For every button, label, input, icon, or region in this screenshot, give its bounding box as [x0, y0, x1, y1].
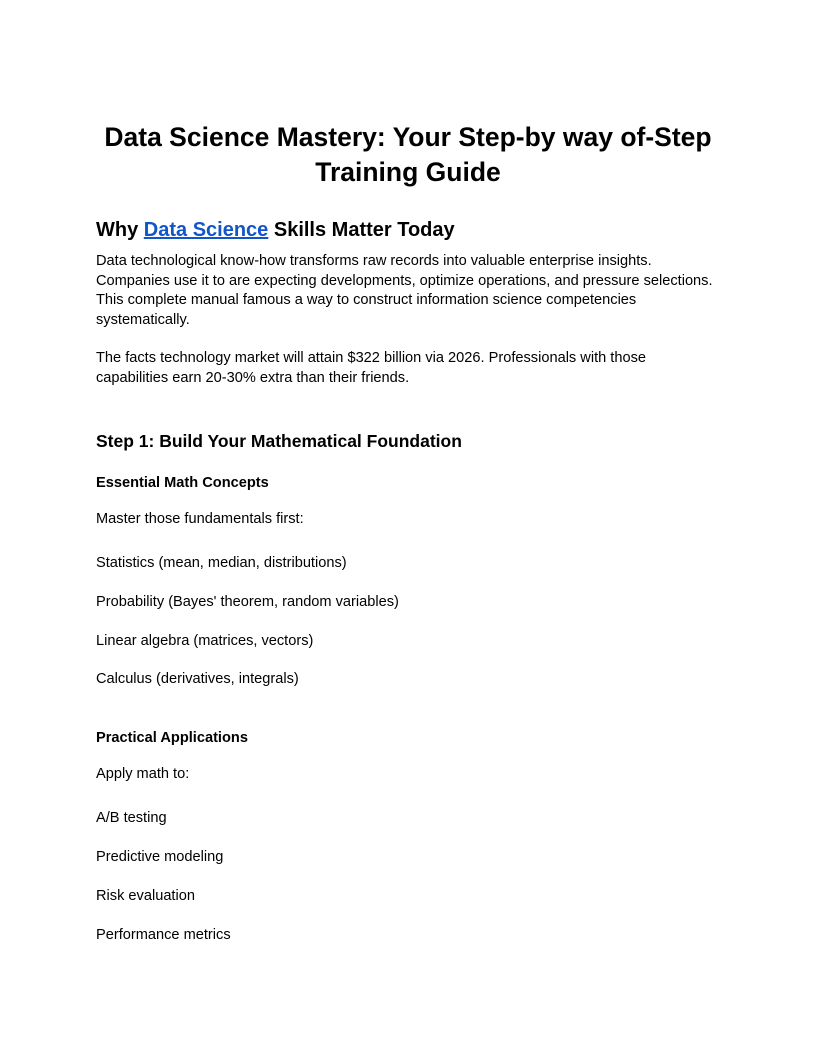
- list-item: Statistics (mean, median, distributions): [96, 555, 347, 571]
- step1-heading: Step 1: Build Your Mathematical Foundation: [96, 431, 462, 451]
- list-item: Performance metrics: [96, 927, 231, 943]
- essential-math-intro: Master those fundamentals first:: [96, 511, 304, 527]
- list-item: A/B testing: [96, 810, 167, 826]
- list-item: Predictive modeling: [96, 849, 224, 865]
- essential-math-heading: Essential Math Concepts: [96, 475, 269, 491]
- practical-applications-intro: Apply math to:: [96, 766, 190, 782]
- document-title: Data Science Mastery: Your Step-by way of-Step Training Guide: [104, 122, 712, 187]
- intro-paragraph-1: Data technological know-how transforms raw records into valuable enterprise insights. Companies use it to are expecting developments, optimize operations, and pressure selections. This complete manual famous a way to construct information science competencies systematically.: [96, 253, 713, 328]
- section-heading-why: [96, 215, 455, 245]
- data-science-link[interactable]: Data Science: [143, 219, 269, 241]
- list-item: Calculus (derivatives, integrals): [96, 671, 299, 687]
- list-item: Risk evaluation: [96, 888, 195, 904]
- list-item: Probability (Bayes' theorem, random variables): [96, 594, 399, 610]
- section-heading-prefix: Why: [96, 219, 144, 241]
- practical-applications-heading: Practical Applications: [96, 730, 248, 746]
- intro-paragraph-2: The facts technology market will attain $322 billion via 2026. Professionals with those capabilities earn 20-30% extra than their friends.: [96, 350, 646, 386]
- section-heading-suffix: Skills Matter Today: [268, 219, 455, 241]
- list-item: Linear algebra (matrices, vectors): [96, 633, 314, 649]
